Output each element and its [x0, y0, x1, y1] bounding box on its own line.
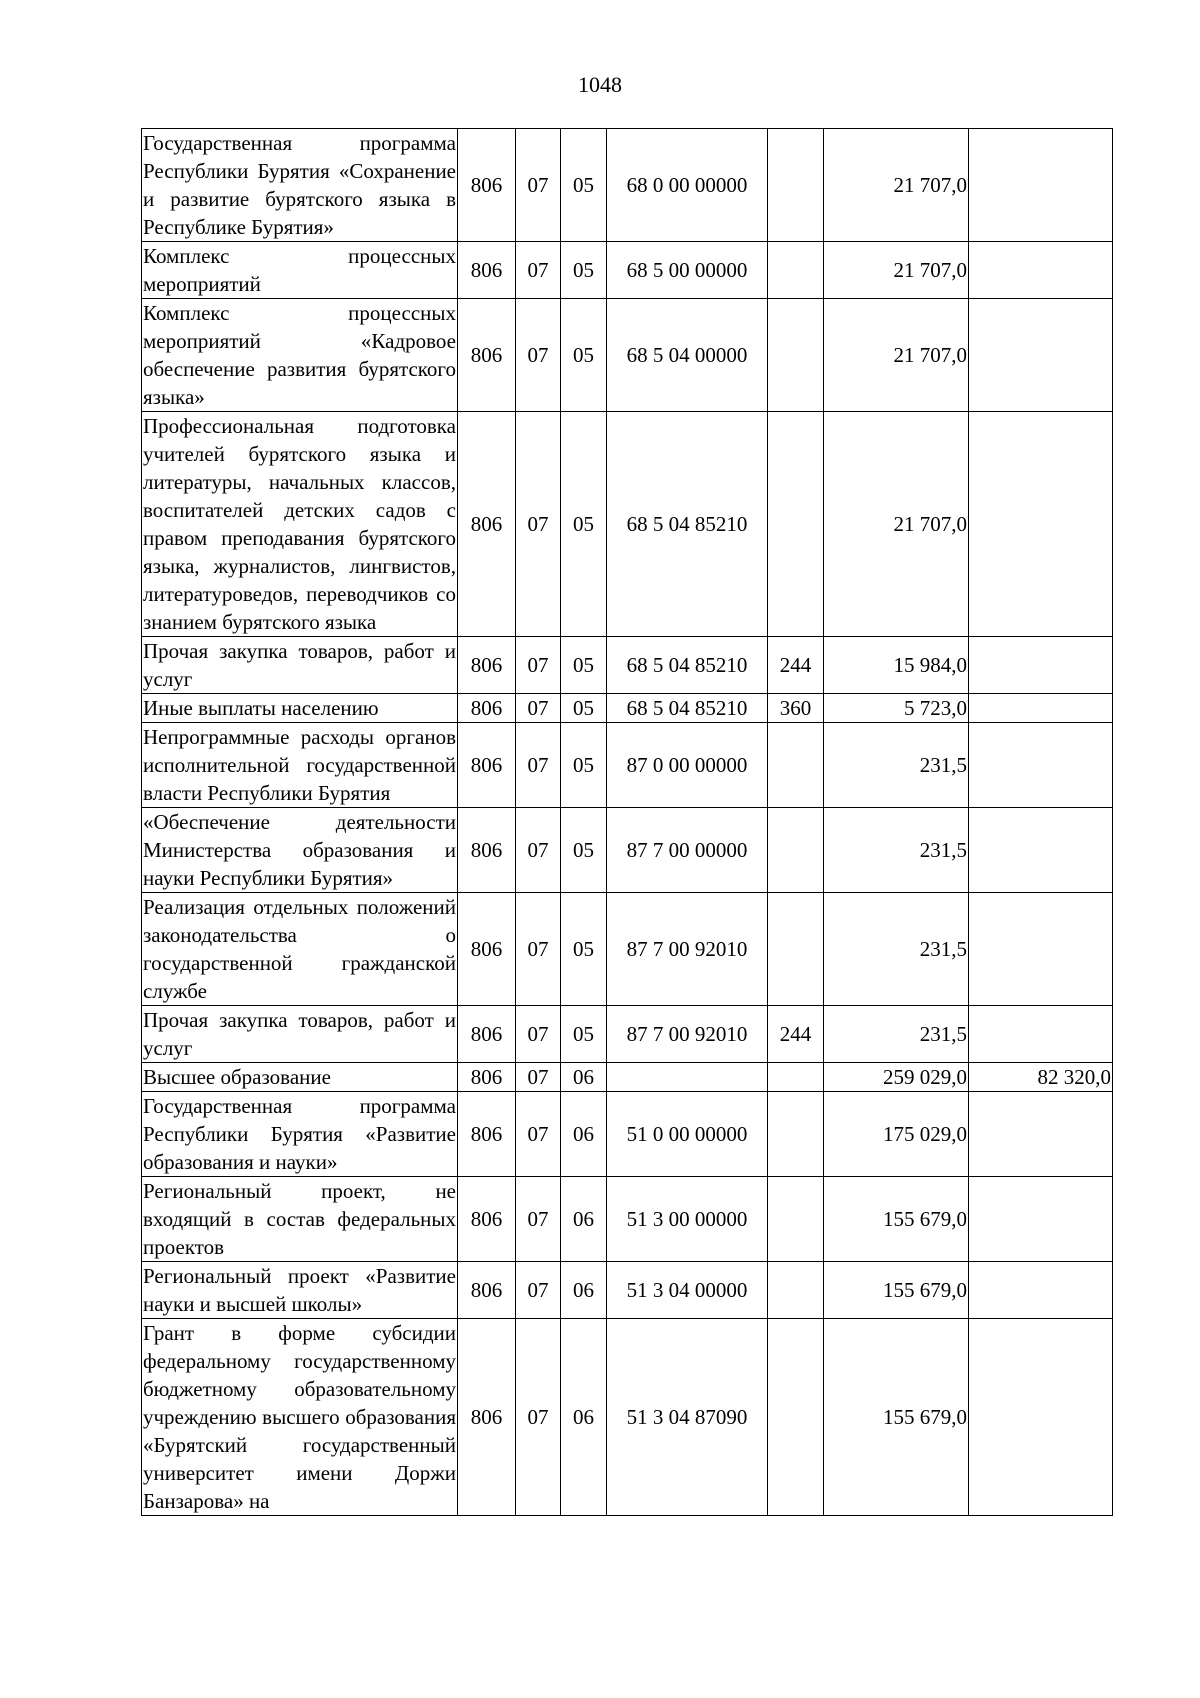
- amount-cell: 231,5: [824, 723, 969, 808]
- ministry-code-cell: 806: [458, 1006, 516, 1063]
- expense-name-cell: Высшее образование: [142, 1063, 458, 1092]
- table-row: [142, 1262, 1113, 1319]
- amount-secondary-cell: 82 320,0: [969, 1063, 1113, 1092]
- section-code-cell: 07: [516, 242, 561, 299]
- table-row: [142, 893, 1113, 1006]
- table-row: [142, 694, 1113, 723]
- expense-type-cell: [768, 723, 824, 808]
- expense-type-cell: [768, 242, 824, 299]
- amount-secondary-cell: [969, 694, 1113, 723]
- amount-secondary-cell: [969, 893, 1113, 1006]
- expense-type-cell: [768, 1262, 824, 1319]
- amount-secondary-cell: [969, 129, 1113, 242]
- expense-type-cell: 360: [768, 694, 824, 723]
- expense-name-cell: Иные выплаты населению: [142, 694, 458, 723]
- amount-cell: 259 029,0: [824, 1063, 969, 1092]
- subsection-code-cell: 05: [561, 242, 607, 299]
- ministry-code-cell: 806: [458, 129, 516, 242]
- target-article-cell: 87 7 00 92010: [607, 893, 768, 1006]
- expense-type-cell: 244: [768, 637, 824, 694]
- amount-cell: 231,5: [824, 808, 969, 893]
- section-code-cell: 07: [516, 1319, 561, 1516]
- expense-name-cell: Прочая закупка товаров, работ и услуг: [142, 637, 458, 694]
- amount-secondary-cell: [969, 1319, 1113, 1516]
- subsection-code-cell: 05: [561, 1006, 607, 1063]
- target-article-cell: 68 5 00 00000: [607, 242, 768, 299]
- table-row: [142, 808, 1113, 893]
- table-row: [142, 1063, 1113, 1092]
- amount-cell: 15 984,0: [824, 637, 969, 694]
- amount-cell: 21 707,0: [824, 129, 969, 242]
- table-row: [142, 723, 1113, 808]
- ministry-code-cell: 806: [458, 808, 516, 893]
- amount-cell: 155 679,0: [824, 1319, 969, 1516]
- section-code-cell: 07: [516, 1177, 561, 1262]
- subsection-code-cell: 06: [561, 1262, 607, 1319]
- ministry-code-cell: 806: [458, 242, 516, 299]
- subsection-code-cell: 05: [561, 694, 607, 723]
- ministry-code-cell: 806: [458, 412, 516, 637]
- target-article-cell: 68 5 04 85210: [607, 637, 768, 694]
- expense-type-cell: 244: [768, 1006, 824, 1063]
- expense-name-cell: Непрограммные расходы органов исполнительной государственной власти Республики Бурятия: [142, 723, 458, 808]
- expense-name-cell: Региональный проект, не входящий в состав федеральных проектов: [142, 1177, 458, 1262]
- ministry-code-cell: 806: [458, 694, 516, 723]
- ministry-code-cell: 806: [458, 1319, 516, 1516]
- ministry-code-cell: 806: [458, 1177, 516, 1262]
- amount-secondary-cell: [969, 1092, 1113, 1177]
- table-row: [142, 1092, 1113, 1177]
- section-code-cell: 07: [516, 893, 561, 1006]
- amount-cell: 231,5: [824, 893, 969, 1006]
- table-row: [142, 299, 1113, 412]
- amount-cell: 175 029,0: [824, 1092, 969, 1177]
- expense-name-cell: Грант в форме субсидии федеральному государственному бюджетному образовательному учреждению высшего образования «Бурятский государственный университет имени Доржи Банзарова» на: [142, 1319, 458, 1516]
- table-row: [142, 637, 1113, 694]
- expense-type-cell: [768, 1092, 824, 1177]
- target-article-cell: 51 3 00 00000: [607, 1177, 768, 1262]
- target-article-cell: [607, 1063, 768, 1092]
- expense-name-cell: Профессиональная подготовка учителей бурятского языка и литературы, начальных классов, воспитателей детских садов с правом преподавания бурятского языка, журналистов, лингвистов, литературоведов, переводчиков со знанием бурятского языка: [142, 412, 458, 637]
- page-number: 1048: [578, 72, 622, 97]
- subsection-code-cell: 05: [561, 637, 607, 694]
- expense-type-cell: [768, 412, 824, 637]
- amount-secondary-cell: [969, 808, 1113, 893]
- amount-secondary-cell: [969, 242, 1113, 299]
- expense-type-cell: [768, 299, 824, 412]
- table-row: [142, 1006, 1113, 1063]
- expense-name-cell: Комплекс процессных мероприятий: [142, 242, 458, 299]
- subsection-code-cell: 05: [561, 723, 607, 808]
- amount-secondary-cell: [969, 299, 1113, 412]
- section-code-cell: 07: [516, 637, 561, 694]
- expense-name-cell: «Обеспечение деятельности Министерства образования и науки Республики Бурятия»: [142, 808, 458, 893]
- expense-name-cell: Государственная программа Республики Бурятия «Развитие образования и науки»: [142, 1092, 458, 1177]
- target-article-cell: 87 7 00 00000: [607, 808, 768, 893]
- subsection-code-cell: 05: [561, 412, 607, 637]
- amount-cell: 155 679,0: [824, 1262, 969, 1319]
- amount-cell: 21 707,0: [824, 242, 969, 299]
- expense-type-cell: [768, 808, 824, 893]
- table-row: [142, 1177, 1113, 1262]
- amount-cell: 5 723,0: [824, 694, 969, 723]
- subsection-code-cell: 05: [561, 893, 607, 1006]
- ministry-code-cell: 806: [458, 637, 516, 694]
- amount-cell: 231,5: [824, 1006, 969, 1063]
- target-article-cell: 68 5 04 85210: [607, 694, 768, 723]
- ministry-code-cell: 806: [458, 723, 516, 808]
- ministry-code-cell: 806: [458, 893, 516, 1006]
- subsection-code-cell: 05: [561, 129, 607, 242]
- amount-secondary-cell: [969, 412, 1113, 637]
- amount-secondary-cell: [969, 1177, 1113, 1262]
- expense-type-cell: [768, 1177, 824, 1262]
- table-row: [142, 242, 1113, 299]
- expense-name-cell: Прочая закупка товаров, работ и услуг: [142, 1006, 458, 1063]
- table-row: [142, 1319, 1113, 1516]
- target-article-cell: 51 3 04 87090: [607, 1319, 768, 1516]
- ministry-code-cell: 806: [458, 1262, 516, 1319]
- target-article-cell: 68 5 04 00000: [607, 299, 768, 412]
- section-code-cell: 07: [516, 1262, 561, 1319]
- expense-type-cell: [768, 129, 824, 242]
- ministry-code-cell: 806: [458, 299, 516, 412]
- subsection-code-cell: 05: [561, 808, 607, 893]
- target-article-cell: 51 3 04 00000: [607, 1262, 768, 1319]
- target-article-cell: 68 0 00 00000: [607, 129, 768, 242]
- ministry-code-cell: 806: [458, 1092, 516, 1177]
- section-code-cell: 07: [516, 1092, 561, 1177]
- target-article-cell: 51 0 00 00000: [607, 1092, 768, 1177]
- expense-name-cell: Комплекс процессных мероприятий «Кадровое обеспечение развития бурятского языка»: [142, 299, 458, 412]
- amount-cell: 21 707,0: [824, 299, 969, 412]
- subsection-code-cell: 06: [561, 1092, 607, 1177]
- section-code-cell: 07: [516, 412, 561, 637]
- subsection-code-cell: 06: [561, 1319, 607, 1516]
- ministry-code-cell: 806: [458, 1063, 516, 1092]
- section-code-cell: 07: [516, 1006, 561, 1063]
- expense-name-cell: Государственная программа Республики Бурятия «Сохранение и развитие бурятского языка в Республике Бурятия»: [142, 129, 458, 242]
- amount-cell: 21 707,0: [824, 412, 969, 637]
- section-code-cell: 07: [516, 694, 561, 723]
- table-row: [142, 129, 1113, 242]
- section-code-cell: 07: [516, 808, 561, 893]
- amount-secondary-cell: [969, 1262, 1113, 1319]
- expense-type-cell: [768, 1063, 824, 1092]
- target-article-cell: 87 7 00 92010: [607, 1006, 768, 1063]
- table-row: [142, 412, 1113, 637]
- expense-type-cell: [768, 1319, 824, 1516]
- subsection-code-cell: 05: [561, 299, 607, 412]
- budget-table: [141, 128, 1113, 1516]
- amount-secondary-cell: [969, 723, 1113, 808]
- amount-secondary-cell: [969, 637, 1113, 694]
- section-code-cell: 07: [516, 129, 561, 242]
- amount-cell: 155 679,0: [824, 1177, 969, 1262]
- subsection-code-cell: 06: [561, 1177, 607, 1262]
- expense-type-cell: [768, 893, 824, 1006]
- section-code-cell: 07: [516, 1063, 561, 1092]
- subsection-code-cell: 06: [561, 1063, 607, 1092]
- section-code-cell: 07: [516, 723, 561, 808]
- section-code-cell: 07: [516, 299, 561, 412]
- target-article-cell: 87 0 00 00000: [607, 723, 768, 808]
- amount-secondary-cell: [969, 1006, 1113, 1063]
- expense-name-cell: Реализация отдельных положений законодательства о государственной гражданской службе: [142, 893, 458, 1006]
- expense-name-cell: Региональный проект «Развитие науки и высшей школы»: [142, 1262, 458, 1319]
- target-article-cell: 68 5 04 85210: [607, 412, 768, 637]
